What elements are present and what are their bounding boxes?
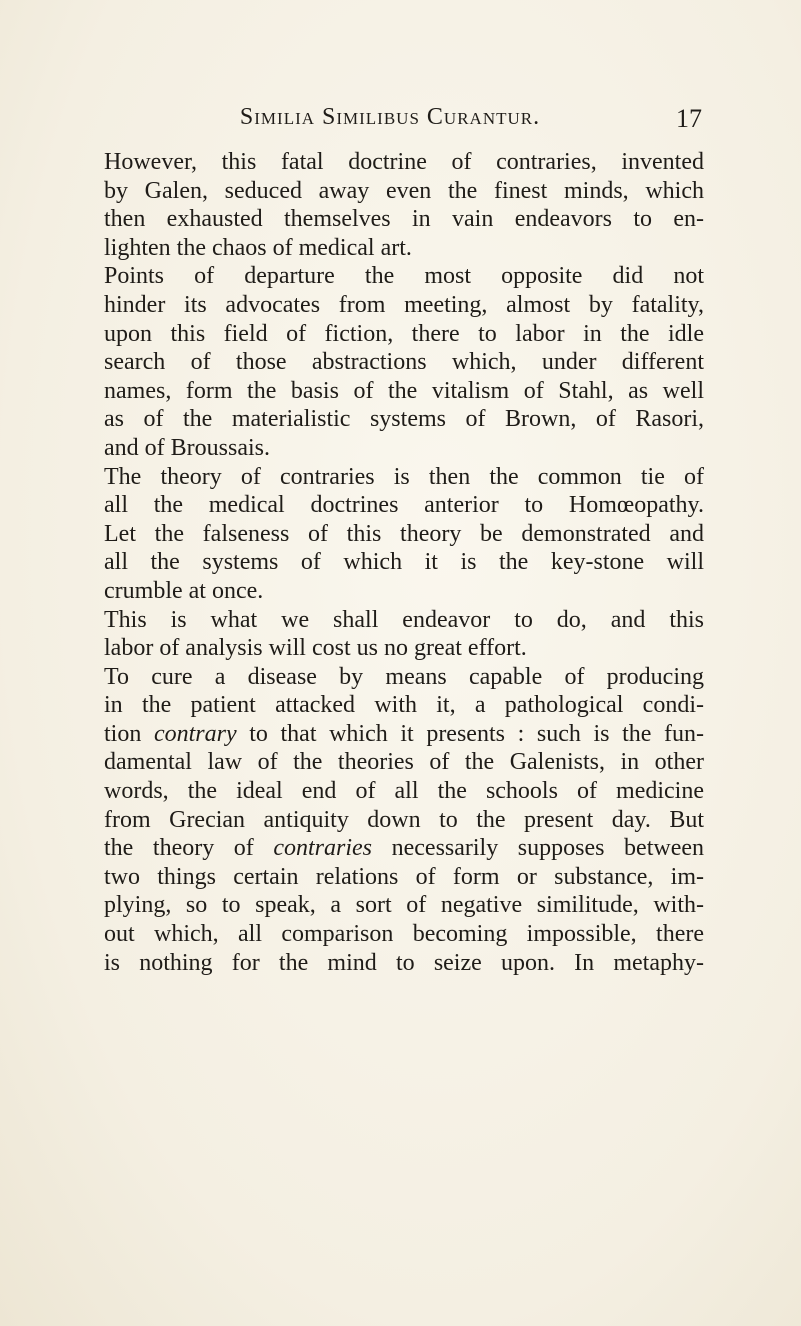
line-start: tion	[104, 720, 154, 747]
text-line: upon this field of fiction, there to labor in the idle	[104, 320, 704, 347]
text-line: all the medical doctrines anterior to Homœopathy.	[104, 492, 704, 519]
page-number: 17	[676, 104, 702, 133]
italic-word: contrary	[153, 720, 237, 747]
running-title: Similia Similibus Curantur.	[239, 104, 541, 130]
text-line-with-italic	[104, 834, 704, 863]
italic-word: contraries	[273, 835, 373, 862]
text-line: However, this fatal doctrine of contraries, invented	[104, 149, 704, 175]
text-line: is nothing for the mind to seize upon. In metaphy-	[104, 949, 704, 976]
text-line: lighten the chaos of medical art.	[104, 234, 412, 261]
text-line: To cure a disease by means capable of producing	[104, 663, 704, 690]
text-line: as of the materialistic systems of Brown, of Rasori,	[104, 406, 704, 433]
body-text	[104, 148, 704, 977]
text-line: then exhausted themselves in vain endeavors to en-	[104, 206, 704, 233]
line-rest: to that which it presents : such is the fun-	[236, 720, 704, 747]
text-line: all the systems of which it is the key-stone will	[104, 549, 704, 576]
text-line: hinder its advocates from meeting, almost by fatality,	[104, 291, 704, 318]
text-line: from Grecian antiquity down to the present day. But	[104, 806, 704, 833]
text-line: names, form the basis of the vitalism of Stahl, as well	[104, 377, 704, 404]
text-line: crumble at once.	[104, 577, 264, 604]
text-line: damental law of the theories of the Galenists, in other	[104, 749, 704, 776]
text-line: Let the falseness of this theory be demonstrated and	[104, 520, 704, 547]
text-line: Points of departure the most opposite did not	[104, 263, 704, 290]
line-start: the theory of	[104, 835, 274, 862]
running-head	[0, 104, 801, 140]
text-line: two things certain relations of form or substance, im-	[104, 863, 704, 890]
text-line: out which, all comparison becoming impossible, there	[104, 921, 704, 948]
text-line: words, the ideal end of all the schools of medicine	[104, 778, 704, 805]
text-line: plying, so to speak, a sort of negative similitude, with-	[104, 892, 704, 919]
line-rest: necessarily supposes between	[372, 835, 705, 862]
text-line: search of those abstractions which, under different	[104, 349, 704, 376]
text-line: in the patient attacked with it, a pathological condi-	[104, 692, 704, 719]
text-line: by Galen, seduced away even the finest minds, which	[104, 177, 704, 204]
text-line: and of Broussais.	[104, 434, 270, 461]
text-line-with-italic	[104, 720, 704, 749]
text-line: labor of analysis will cost us no great effort.	[104, 635, 527, 662]
text-line: The theory of contraries is then the common tie of	[104, 463, 704, 490]
text-line: This is what we shall endeavor to do, and this	[104, 606, 704, 633]
